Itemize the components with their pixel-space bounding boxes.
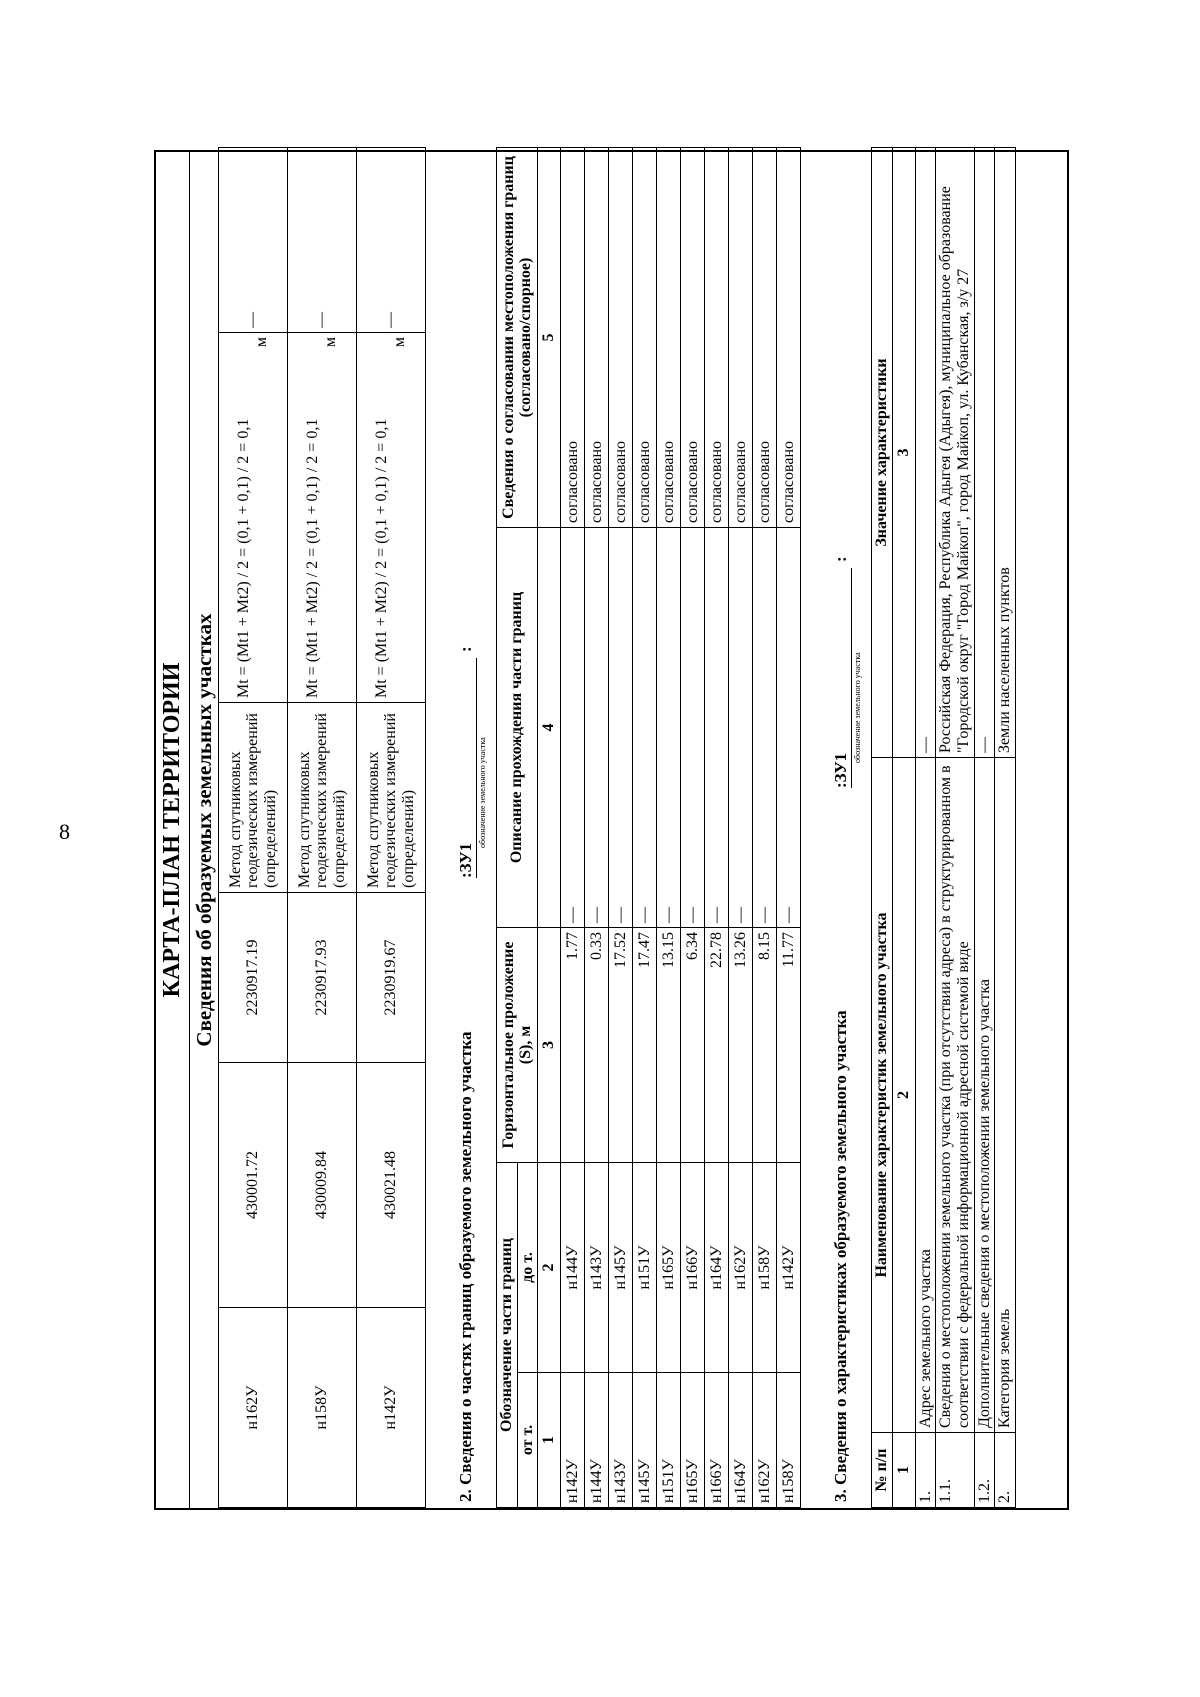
point-to: н142У bbox=[777, 1163, 801, 1373]
coord-x: 430001.72 bbox=[219, 1063, 288, 1308]
col-number: 3 bbox=[538, 928, 561, 1163]
characteristic-number: 1.2. bbox=[974, 1433, 995, 1508]
boundary-description: — bbox=[705, 528, 729, 928]
characteristics-table bbox=[871, 147, 1016, 1508]
horizontal-length: 11.77 bbox=[777, 928, 801, 1163]
point-to: н151У bbox=[633, 1163, 657, 1373]
accuracy-unit: м bbox=[322, 337, 339, 348]
agreement-status: согласовано bbox=[681, 148, 705, 528]
characteristic-number: 1.1. bbox=[936, 1433, 974, 1508]
agreement-status: согласовано bbox=[729, 148, 753, 528]
point-from: н143У bbox=[609, 1373, 633, 1508]
horizontal-length: 1.77 bbox=[561, 928, 585, 1163]
table-row bbox=[729, 148, 753, 1508]
characteristic-name: Дополнительные сведения о местоположении земельного участка bbox=[974, 758, 995, 1433]
boundary-description: — bbox=[609, 528, 633, 928]
header-horizontal: Горизонтальное проложение (S), м bbox=[497, 928, 538, 1163]
section3-code-caption: обозначение земельного участка bbox=[853, 652, 863, 763]
table-row bbox=[219, 148, 288, 1508]
section3-colon: : bbox=[831, 556, 851, 562]
accuracy-formula-cell bbox=[357, 333, 426, 703]
table-row bbox=[936, 148, 974, 1508]
accuracy-formula: Mt = (Mt1 + Mt2) / 2 = (0,1 + 0,1) / 2 = 0,1 bbox=[235, 418, 253, 698]
table-row bbox=[561, 148, 585, 1508]
agreement-status: согласовано bbox=[657, 148, 681, 528]
section2-heading-block bbox=[426, 152, 496, 1508]
table-row bbox=[288, 148, 357, 1508]
horizontal-length: 13.26 bbox=[729, 928, 753, 1163]
point-to: н144У bbox=[561, 1163, 585, 1373]
method: Метод спутниковых геодезических измерений (определений) bbox=[219, 703, 288, 893]
section3-heading: 3. Сведения о характеристиках образуемого земельного участка bbox=[831, 1010, 851, 1502]
agreement-status: согласовано bbox=[753, 148, 777, 528]
table-row bbox=[681, 148, 705, 1508]
note: — bbox=[219, 148, 288, 333]
header-part: Обозначение части границ bbox=[497, 1163, 518, 1508]
horizontal-length: 17.52 bbox=[609, 928, 633, 1163]
section2-code-caption: обозначение земельного участка bbox=[478, 737, 487, 848]
boundary-description: — bbox=[753, 528, 777, 928]
boundary-description: — bbox=[561, 528, 585, 928]
characteristic-value: — bbox=[915, 148, 936, 758]
point-to: н162У bbox=[729, 1163, 753, 1373]
header-to: до т. bbox=[517, 1163, 538, 1373]
boundary-description: — bbox=[729, 528, 753, 928]
boundary-description: — bbox=[681, 528, 705, 928]
col-number: 1 bbox=[538, 1373, 561, 1508]
point-to: н166У bbox=[681, 1163, 705, 1373]
col-number: 2 bbox=[892, 758, 915, 1433]
header-num: № п/п bbox=[872, 1433, 893, 1508]
horizontal-length: 17.47 bbox=[633, 928, 657, 1163]
boundary-description: — bbox=[777, 528, 801, 928]
characteristic-name: Категория земель bbox=[995, 758, 1016, 1433]
coord-y: 2230919.67 bbox=[357, 893, 426, 1063]
col-number: 1 bbox=[892, 1433, 915, 1508]
points-table bbox=[218, 147, 426, 1508]
document-title: КАРТА-ПЛАН ТЕРРИТОРИИ bbox=[156, 152, 190, 1508]
horizontal-length: 0.33 bbox=[585, 928, 609, 1163]
point-from: н162У bbox=[753, 1373, 777, 1508]
table-row bbox=[609, 148, 633, 1508]
page-number: 8 bbox=[59, 819, 70, 844]
agreement-status: согласовано bbox=[561, 148, 585, 528]
table-row bbox=[585, 148, 609, 1508]
table-row bbox=[995, 148, 1016, 1508]
table-row bbox=[974, 148, 995, 1508]
coord-x: 430021.48 bbox=[357, 1063, 426, 1308]
coord-y: 2230917.19 bbox=[219, 893, 288, 1063]
point-to: н164У bbox=[705, 1163, 729, 1373]
point-from: н144У bbox=[585, 1373, 609, 1508]
header-from: от т. bbox=[517, 1373, 538, 1508]
accuracy-formula: Mt = (Mt1 + Mt2) / 2 = (0,1 + 0,1) / 2 = 0,1 bbox=[373, 418, 391, 698]
col-number: 2 bbox=[538, 1163, 561, 1373]
point-name: н142У bbox=[357, 1308, 426, 1508]
point-from: н142У bbox=[561, 1373, 585, 1508]
table-row bbox=[357, 148, 426, 1508]
horizontal-length: 22.78 bbox=[705, 928, 729, 1163]
coord-x: 430009.84 bbox=[288, 1063, 357, 1308]
point-from: н165У bbox=[681, 1373, 705, 1508]
table-row bbox=[657, 148, 681, 1508]
table-row bbox=[915, 148, 936, 1508]
agreement-status: согласовано bbox=[633, 148, 657, 528]
col-number: 3 bbox=[892, 148, 915, 758]
point-from: н164У bbox=[729, 1373, 753, 1508]
boundary-description: — bbox=[657, 528, 681, 928]
horizontal-length: 6.34 bbox=[681, 928, 705, 1163]
point-from: н166У bbox=[705, 1373, 729, 1508]
accuracy-unit: м bbox=[253, 337, 270, 348]
accuracy-formula-cell bbox=[219, 333, 288, 703]
point-to: н158У bbox=[753, 1163, 777, 1373]
point-name: н158У bbox=[288, 1308, 357, 1508]
document-frame bbox=[154, 150, 1069, 1510]
characteristic-name: Адрес земельного участка bbox=[915, 758, 936, 1433]
note: — bbox=[357, 148, 426, 333]
section3-heading-block bbox=[801, 152, 871, 1508]
point-name: н162У bbox=[219, 1308, 288, 1508]
agreement-status: согласовано bbox=[705, 148, 729, 528]
boundary-parts-table bbox=[496, 147, 801, 1508]
accuracy-unit: м bbox=[391, 337, 408, 348]
table-row bbox=[705, 148, 729, 1508]
section2-colon: : bbox=[456, 646, 475, 652]
method: Метод спутниковых геодезических измерений (определений) bbox=[357, 703, 426, 893]
table-row bbox=[753, 148, 777, 1508]
agreement-status: согласовано bbox=[777, 148, 801, 528]
header-name: Наименование характеристик земельного участка bbox=[872, 758, 893, 1433]
point-to: н143У bbox=[585, 1163, 609, 1373]
characteristic-number: 1. bbox=[915, 1433, 936, 1508]
accuracy-formula: Mt = (Mt1 + Mt2) / 2 = (0,1 + 0,1) / 2 = 0,1 bbox=[304, 418, 322, 698]
section3-code: :ЗУ1 bbox=[831, 568, 852, 788]
point-to: н145У bbox=[609, 1163, 633, 1373]
document-subtitle: Сведения об образуемых земельных участках bbox=[192, 613, 216, 1047]
note: — bbox=[288, 148, 357, 333]
characteristic-value: Земли населенных пунктов bbox=[995, 148, 1016, 758]
rotated-page-content bbox=[154, 150, 1069, 1510]
characteristic-number: 2. bbox=[995, 1433, 1016, 1508]
characteristic-value: Российская Федерация, Республика Адыгея (Адыгея), муниципальное образование "Городской округ "Город Майкоп", город Майкоп, ул. Кубанская, з/у 27 bbox=[936, 148, 974, 758]
header-agreement: Сведения о согласовании местоположения границ (согласовано/спорное) bbox=[497, 148, 538, 528]
horizontal-length: 13.15 bbox=[657, 928, 681, 1163]
point-from: н145У bbox=[633, 1373, 657, 1508]
agreement-status: согласовано bbox=[609, 148, 633, 528]
boundary-description: — bbox=[585, 528, 609, 928]
table-row bbox=[633, 148, 657, 1508]
point-to: н165У bbox=[657, 1163, 681, 1373]
point-from: н158У bbox=[777, 1373, 801, 1508]
section2-heading: 2. Сведения о частях границ образуемого земельного участка bbox=[456, 1031, 475, 1502]
table-row bbox=[777, 148, 801, 1508]
horizontal-length: 8.15 bbox=[753, 928, 777, 1163]
col-number: 5 bbox=[538, 148, 561, 528]
agreement-status: согласовано bbox=[585, 148, 609, 528]
method: Метод спутниковых геодезических измерений (определений) bbox=[288, 703, 357, 893]
characteristic-name: Сведения о местоположении земельного участка (при отсутствии адреса) в структурированном в соответствии с федеральной информационной адресной системой виде bbox=[936, 758, 974, 1433]
header-description: Описание прохождения части границ bbox=[497, 528, 538, 928]
header-value: Значение характеристики bbox=[872, 148, 893, 758]
section2-code: :ЗУ1 bbox=[456, 658, 477, 878]
point-from: н151У bbox=[657, 1373, 681, 1508]
col-number: 4 bbox=[538, 528, 561, 928]
accuracy-formula-cell bbox=[288, 333, 357, 703]
coord-y: 2230917.93 bbox=[288, 893, 357, 1063]
characteristic-value: — bbox=[974, 148, 995, 758]
boundary-description: — bbox=[633, 528, 657, 928]
